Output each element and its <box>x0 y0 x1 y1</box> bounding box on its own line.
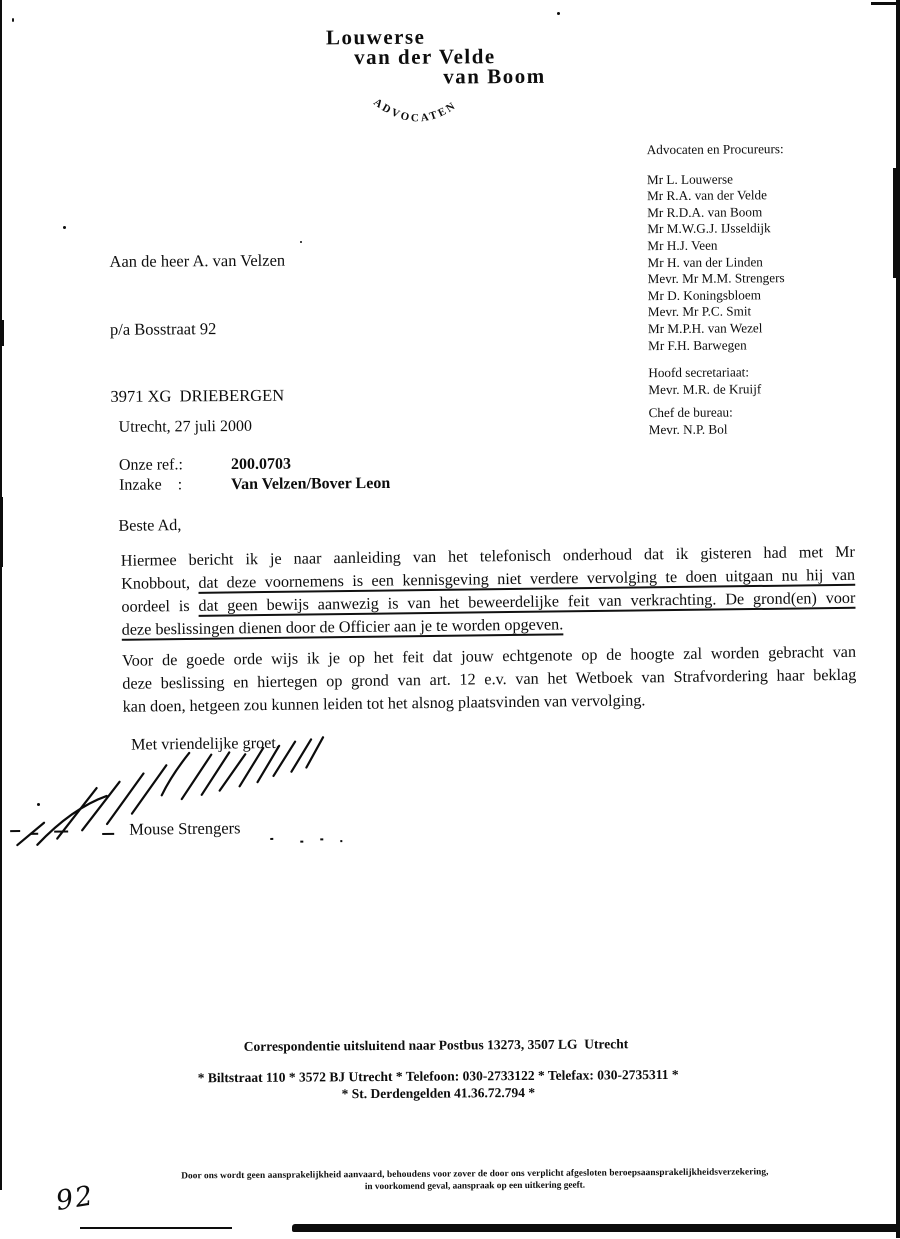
pen-dot <box>300 841 303 843</box>
closing-salutation: Met vriendelijke groet, <box>130 733 281 754</box>
pen-dot <box>270 838 273 840</box>
footer-address-phone: * Biltstraat 110 * 3572 BJ Utrecht * Telefoon: 030-2733122 * Telefax: 030-2735311 * <box>197 1066 679 1086</box>
advocate-item: Mr M.P.H. van Wezel <box>647 320 763 337</box>
recipient-line: p/a Bosstraat 92 <box>109 318 217 339</box>
advocate-item: Mr D. Koningsbloem <box>647 287 761 303</box>
footer-correspondence: Correspondentie uitsluitend naar Postbus 13273, 3507 LG Utrecht <box>243 1036 629 1054</box>
subject-value: Van Velzen/Bover Leon <box>230 474 391 494</box>
advocate-item: Mr F.H. Barwegen <box>648 336 747 353</box>
text-segment: oordeel is <box>121 596 199 616</box>
ref-label: Onze ref.: <box>118 456 183 474</box>
pen-dot <box>340 840 342 842</box>
paragraph-line: kan doen, hetgeen zou kunnen leiden tot het alsnog plaatsvinden van vervolging. <box>122 691 646 716</box>
advocate-item: Mr R.D.A. van Boom <box>647 204 763 220</box>
recipient-line: 3971 XG DRIEBERGEN <box>110 385 285 406</box>
pen-dash <box>10 830 20 832</box>
paragraph-1 <box>121 541 856 642</box>
handwritten-page-number: 92 <box>53 1180 97 1218</box>
secretariat-name: Mevr. M.R. de Kruijf <box>648 381 762 397</box>
advocate-item: Mr M.W.G.J. IJsseldijk <box>647 220 771 237</box>
letterhead-name-line3: van Boom <box>443 63 546 89</box>
letterhead-name-line1: Louwerse <box>325 24 426 50</box>
underlined-text-segment: dat geen bewijs aanwezig is van het beweerdelijke feit van verkrachting. De grond(en) voor <box>198 588 856 615</box>
underlined-text-segment: deze beslissingen dienen door de Officier aan je te worden opgeven. <box>121 615 564 639</box>
pen-dash <box>102 833 114 835</box>
paragraph-2 <box>122 641 857 719</box>
advocate-item: Mr L. Louwerse <box>646 171 734 187</box>
bureau-name: Mevr. N.P. Bol <box>648 421 728 438</box>
underlined-text-segment: dat deze voornemens is een kennisgeving niet verdere vervolging te doen uitgaan nu hij van <box>198 565 856 592</box>
footer-disclaimer-line1: Door ons wordt geen aansprakelijkheid aanvaard, behoudens voor zover de door ons verplicht afgesloten beroepsaansprakelijkheidsverzekering, <box>181 1167 769 1182</box>
advocate-item: Mevr. Mr M.M. Strengers <box>647 270 785 287</box>
advocate-item: Mr R.A. van der Velde <box>646 187 767 204</box>
letterhead-arc-text: ADVOCATEN <box>371 96 460 125</box>
dateline: Utrecht, 27 juli 2000 <box>118 417 253 436</box>
pen-dot <box>320 838 323 840</box>
advocate-item: Mr H. van der Linden <box>647 253 763 270</box>
footer-disclaimer-line2: in voorkomend geval, aanspraak op een uitkering geeft. <box>364 1180 586 1193</box>
paragraph-line: Voor de goede orde wijs ik je op het feit dat jouw echtgenote op de hoogte zal worden gebracht van <box>121 642 857 670</box>
text-segment: Knobbout, <box>121 573 199 593</box>
text-segment: Hiermee bericht ik je naar aanleiding van het telefonisch onderhoud dat ik gisteren had met Mr <box>120 542 855 570</box>
advocate-item: Mr H.J. Veen <box>647 237 718 254</box>
staff-heading: Advocaten en Procureurs: <box>646 141 784 158</box>
pen-dash <box>30 833 38 835</box>
letterhead-name-line2: van der Velde <box>353 44 496 70</box>
pen-dash <box>54 830 68 832</box>
recipient-line: Aan de heer A. van Velzen <box>109 250 286 271</box>
footer-account: * St. Derdengelden 41.36.72.794 * <box>341 1084 536 1102</box>
paragraph-line: deze beslissing en hiertegen op grond van art. 12 e.v. van het Wetboek van Strafvordering haar beklag <box>122 665 857 693</box>
signer-name: Mouse Strengers <box>129 818 241 839</box>
secretariat-label: Hoofd secretariaat: <box>648 364 750 381</box>
salutation: Beste Ad, <box>118 516 182 535</box>
bureau-label: Chef de bureau: <box>648 404 733 421</box>
ref-value: 200.0703 <box>230 455 291 474</box>
advocate-item: Mevr. Mr P.C. Smit <box>647 303 752 320</box>
subject-label: Inzake : <box>119 476 183 494</box>
